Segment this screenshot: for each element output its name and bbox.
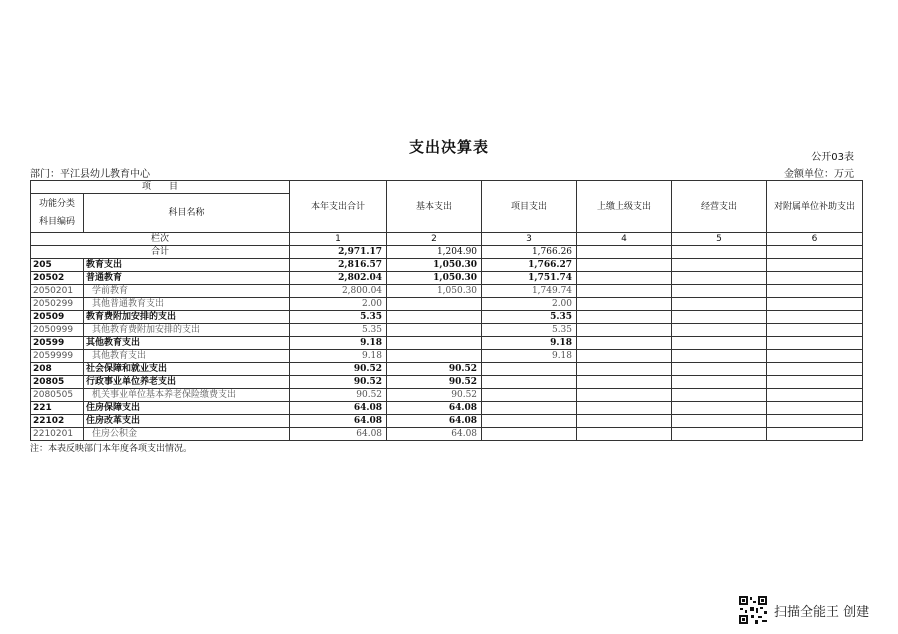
row-total: 90.52 (290, 376, 387, 389)
row-total: 64.08 (290, 415, 387, 428)
row-name: 住房公积金 (84, 428, 290, 441)
row-total: 64.08 (290, 402, 387, 415)
row-upper (577, 363, 672, 376)
row-subsidy (767, 324, 863, 337)
table-row (31, 298, 863, 311)
row-basic (387, 298, 482, 311)
row-basic: 1,050.30 (387, 285, 482, 298)
row-name: 学前教育 (84, 285, 290, 298)
row-code: 20502 (31, 272, 84, 285)
row-project: 1,751.74 (482, 272, 577, 285)
row-subsidy (767, 415, 863, 428)
department-label: 部门：平江县幼儿教育中心 (30, 169, 150, 180)
header-func-code-line1: 功能分类 (38, 199, 75, 209)
row-name: 住房改革支出 (84, 415, 290, 428)
col-index-1: 1 (290, 233, 387, 246)
row-code: 20509 (31, 311, 84, 324)
row-code: 2080505 (31, 389, 84, 402)
row-code: 208 (31, 363, 84, 376)
row-business (672, 298, 767, 311)
row-business (672, 389, 767, 402)
table-row (31, 324, 863, 337)
row-basic: 90.52 (387, 376, 482, 389)
sum-basic: 1,204.90 (387, 246, 482, 259)
col-index-5: 5 (672, 233, 767, 246)
row-subsidy (767, 285, 863, 298)
row-business (672, 337, 767, 350)
row-business (672, 259, 767, 272)
row-code: 2050299 (31, 298, 84, 311)
col-index-3: 3 (482, 233, 577, 246)
row-subsidy (767, 337, 863, 350)
row-subsidy (767, 402, 863, 415)
header-project: 项 目 (31, 181, 290, 194)
expenditure-table (30, 180, 863, 441)
row-subsidy (767, 428, 863, 441)
header-func-code-line2: 科目编码 (38, 217, 75, 227)
unit-label: 金额单位：万元 (784, 169, 854, 180)
row-code: 2059999 (31, 350, 84, 363)
row-code: 2050201 (31, 285, 84, 298)
row-business (672, 311, 767, 324)
row-subsidy (767, 298, 863, 311)
row-code: 2210201 (31, 428, 84, 441)
qr-code-icon (738, 595, 768, 625)
row-name: 普通教育 (84, 272, 290, 285)
row-name: 其他教育费附加安排的支出 (84, 324, 290, 337)
scanner-watermark (738, 595, 869, 625)
table-row (31, 311, 863, 324)
row-project: 5.35 (482, 324, 577, 337)
table-row (31, 272, 863, 285)
row-subsidy (767, 350, 863, 363)
row-basic: 90.52 (387, 363, 482, 376)
table-note: 注：本表反映部门本年度各项支出情况。 (30, 444, 193, 454)
row-name: 教育支出 (84, 259, 290, 272)
row-project: 1,766.27 (482, 259, 577, 272)
row-upper (577, 376, 672, 389)
sum-subsidy (767, 246, 863, 259)
row-upper (577, 389, 672, 402)
row-name: 社会保障和就业支出 (84, 363, 290, 376)
header-row-index: 栏次 (31, 233, 290, 246)
row-upper (577, 402, 672, 415)
row-upper (577, 272, 672, 285)
row-upper (577, 415, 672, 428)
row-total: 5.35 (290, 311, 387, 324)
sum-label: 合计 (31, 246, 290, 259)
sum-upper (577, 246, 672, 259)
row-project: 5.35 (482, 311, 577, 324)
row-upper (577, 350, 672, 363)
row-total: 2,816.57 (290, 259, 387, 272)
row-project: 2.00 (482, 298, 577, 311)
row-name: 教育费附加安排的支出 (84, 311, 290, 324)
row-business (672, 376, 767, 389)
table-row (31, 285, 863, 298)
table-row (31, 337, 863, 350)
header-upper: 上缴上级支出 (577, 181, 672, 233)
row-business (672, 350, 767, 363)
row-basic (387, 350, 482, 363)
row-basic: 90.52 (387, 389, 482, 402)
row-business (672, 428, 767, 441)
header-basic: 基本支出 (387, 181, 482, 233)
sum-total: 2,971.17 (290, 246, 387, 259)
table-row (31, 376, 863, 389)
table-row (31, 415, 863, 428)
row-code: 2050999 (31, 324, 84, 337)
row-upper (577, 428, 672, 441)
row-basic (387, 337, 482, 350)
row-total: 9.18 (290, 337, 387, 350)
row-code: 20805 (31, 376, 84, 389)
row-project (482, 402, 577, 415)
row-name: 住房保障支出 (84, 402, 290, 415)
row-total: 2.00 (290, 298, 387, 311)
row-upper (577, 311, 672, 324)
row-project (482, 389, 577, 402)
row-basic: 64.08 (387, 415, 482, 428)
table-row (31, 350, 863, 363)
row-basic (387, 324, 482, 337)
row-name: 其他教育支出 (84, 337, 290, 350)
row-total: 5.35 (290, 324, 387, 337)
row-name: 机关事业单位基本养老保险缴费支出 (84, 389, 290, 402)
sum-business (672, 246, 767, 259)
row-business (672, 363, 767, 376)
row-basic: 1,050.30 (387, 259, 482, 272)
row-code: 22102 (31, 415, 84, 428)
sum-project: 1,766.26 (482, 246, 577, 259)
table-row (31, 402, 863, 415)
row-code: 20599 (31, 337, 84, 350)
row-name: 其他教育支出 (84, 350, 290, 363)
row-project (482, 428, 577, 441)
table-row (31, 259, 863, 272)
header-business: 经营支出 (672, 181, 767, 233)
row-business (672, 415, 767, 428)
row-subsidy (767, 311, 863, 324)
row-project (482, 415, 577, 428)
row-project (482, 376, 577, 389)
col-index-6: 6 (767, 233, 863, 246)
row-project: 9.18 (482, 337, 577, 350)
header-func-code (31, 194, 84, 233)
row-project: 1,749.74 (482, 285, 577, 298)
row-business (672, 402, 767, 415)
form-number: 公开03表 (811, 152, 854, 163)
row-upper (577, 259, 672, 272)
row-total: 9.18 (290, 350, 387, 363)
row-upper (577, 324, 672, 337)
row-subsidy (767, 272, 863, 285)
row-name: 其他普通教育支出 (84, 298, 290, 311)
row-business (672, 272, 767, 285)
col-index-2: 2 (387, 233, 482, 246)
row-basic: 1,050.30 (387, 272, 482, 285)
col-index-4: 4 (577, 233, 672, 246)
row-total: 2,802.04 (290, 272, 387, 285)
header-total: 本年支出合计 (290, 181, 387, 233)
row-subsidy (767, 389, 863, 402)
header-subsidy: 对附属单位补助支出 (767, 181, 863, 233)
row-basic: 64.08 (387, 428, 482, 441)
row-total: 90.52 (290, 363, 387, 376)
row-basic: 64.08 (387, 402, 482, 415)
row-upper (577, 337, 672, 350)
row-business (672, 324, 767, 337)
page-title: 支出决算表 (408, 138, 489, 156)
table-row (31, 428, 863, 441)
row-code: 221 (31, 402, 84, 415)
row-subsidy (767, 376, 863, 389)
row-total: 64.08 (290, 428, 387, 441)
row-total: 2,800.04 (290, 285, 387, 298)
watermark-text: 扫描全能王 创建 (774, 604, 870, 620)
table-row (31, 363, 863, 376)
row-subsidy (767, 363, 863, 376)
row-subsidy (767, 259, 863, 272)
row-basic (387, 311, 482, 324)
row-name: 行政事业单位养老支出 (84, 376, 290, 389)
row-business (672, 285, 767, 298)
row-upper (577, 298, 672, 311)
row-total: 90.52 (290, 389, 387, 402)
header-subject-name: 科目名称 (84, 194, 290, 233)
table-row (31, 389, 863, 402)
row-code: 205 (31, 259, 84, 272)
row-project: 9.18 (482, 350, 577, 363)
row-upper (577, 285, 672, 298)
header-project-exp: 项目支出 (482, 181, 577, 233)
row-project (482, 363, 577, 376)
